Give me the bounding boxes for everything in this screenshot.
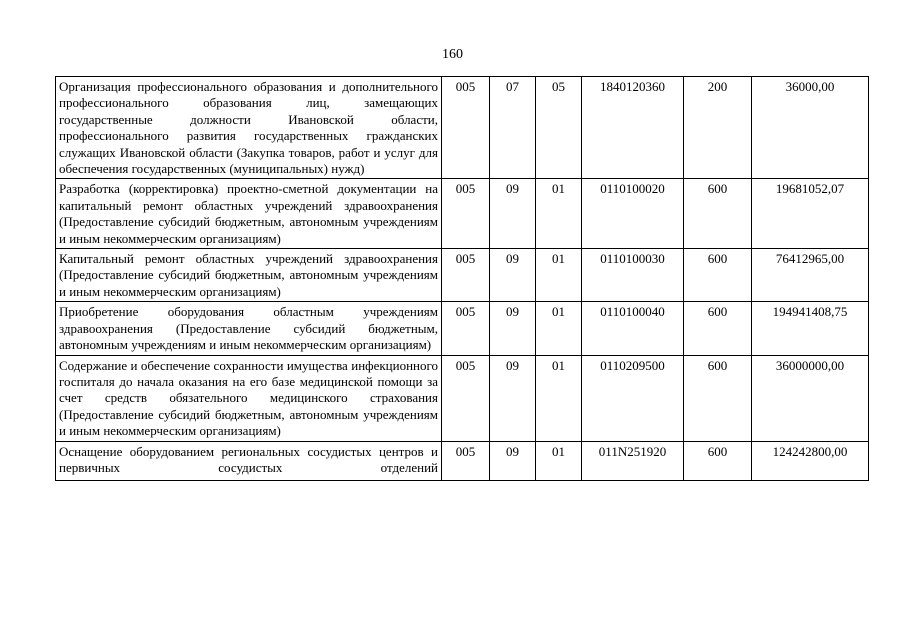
ministry-code: 005 <box>442 249 490 302</box>
row-description: Капитальный ремонт областных учреждений здравоохранения (Предоставление субсидий бюджетным, автономным учреждениям и иным некоммерческим организациям) <box>56 249 442 302</box>
expense-type-code: 600 <box>684 355 752 441</box>
expense-type-code: 600 <box>684 302 752 355</box>
table-row <box>56 355 869 441</box>
budget-table <box>55 76 869 481</box>
table-row <box>56 249 869 302</box>
target-article-code: 0110209500 <box>582 355 684 441</box>
table-row <box>56 77 869 179</box>
section-code: 07 <box>490 77 536 179</box>
subsection-code: 01 <box>536 355 582 441</box>
table-row <box>56 302 869 355</box>
row-description: Оснащение оборудованием региональных сосудистых центров и первичных сосудистых отделений <box>56 441 442 480</box>
table-row <box>56 179 869 249</box>
ministry-code: 005 <box>442 355 490 441</box>
target-article-code: 0110100040 <box>582 302 684 355</box>
ministry-code: 005 <box>442 179 490 249</box>
subsection-code: 01 <box>536 179 582 249</box>
amount: 36000,00 <box>752 77 869 179</box>
row-description: Приобретение оборудования областным учреждениям здравоохранения (Предоставление субсидий бюджетным, автономным учреждениям и иным некоммерческим организациям) <box>56 302 442 355</box>
amount: 19681052,07 <box>752 179 869 249</box>
section-code: 09 <box>490 249 536 302</box>
amount: 124242800,00 <box>752 441 869 480</box>
amount: 36000000,00 <box>752 355 869 441</box>
amount: 194941408,75 <box>752 302 869 355</box>
table-row <box>56 441 869 480</box>
subsection-code: 01 <box>536 249 582 302</box>
expense-type-code: 600 <box>684 249 752 302</box>
subsection-code: 01 <box>536 302 582 355</box>
amount: 76412965,00 <box>752 249 869 302</box>
section-code: 09 <box>490 179 536 249</box>
expense-type-code: 600 <box>684 179 752 249</box>
ministry-code: 005 <box>442 302 490 355</box>
target-article-code: 1840120360 <box>582 77 684 179</box>
page-number: 160 <box>442 47 463 62</box>
subsection-code: 05 <box>536 77 582 179</box>
target-article-code: 0110100020 <box>582 179 684 249</box>
target-article-code: 011N251920 <box>582 441 684 480</box>
row-description: Организация профессионального образования и дополнительного профессионального образования лиц, замещающих государственные должности Ивановской области, профессионального развития государственных гражданских служащих Ивановской области (Закупка товаров, работ и услуг для обеспечения государственных (муниципальных) нужд) <box>56 77 442 179</box>
ministry-code: 005 <box>442 441 490 480</box>
section-code: 09 <box>490 355 536 441</box>
section-code: 09 <box>490 302 536 355</box>
expense-type-code: 200 <box>684 77 752 179</box>
subsection-code: 01 <box>536 441 582 480</box>
target-article-code: 0110100030 <box>582 249 684 302</box>
expense-type-code: 600 <box>684 441 752 480</box>
section-code: 09 <box>490 441 536 480</box>
row-description: Разработка (корректировка) проектно-сметной документации на капитальный ремонт областных учреждений здравоохранения (Предоставление субсидий бюджетным, автономным учреждениям и иным некоммерческим организациям) <box>56 179 442 249</box>
row-description: Содержание и обеспечение сохранности имущества инфекционного госпиталя до начала оказания на его базе медицинской помощи за счет средств обязательного медицинского страхования (Предоставление субсидий бюджетным, автономным учреждениям и иным некоммерческим организациям) <box>56 355 442 441</box>
ministry-code: 005 <box>442 77 490 179</box>
